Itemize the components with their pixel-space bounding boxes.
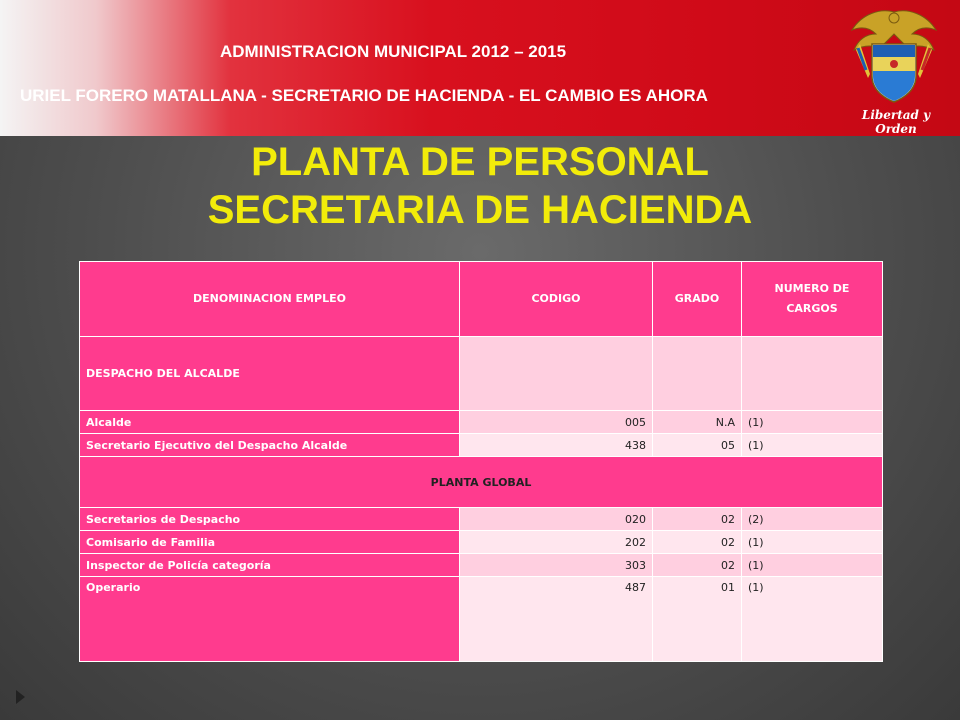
row-grade: 02 <box>653 531 742 554</box>
row-grade: 02 <box>653 554 742 577</box>
table-row <box>80 531 883 554</box>
header-grado: GRADO <box>653 262 742 337</box>
table-row <box>80 411 883 434</box>
row-count: (1) <box>742 411 883 434</box>
seal-motto: Libertad y Orden <box>861 108 931 136</box>
table-header-row <box>80 262 883 337</box>
arrow-bullet-icon <box>16 690 25 704</box>
table-row <box>80 554 883 577</box>
row-grade: 05 <box>653 434 742 457</box>
staff-table <box>79 261 883 662</box>
section-label: PLANTA GLOBAL <box>80 457 883 508</box>
row-code: 020 <box>460 508 653 531</box>
table-row <box>80 508 883 531</box>
row-code: 303 <box>460 554 653 577</box>
secretary-subtitle: URIEL FORERO MATALLANA - SECRETARIO DE HACIENDA - EL CAMBIO ES AHORA <box>20 86 708 105</box>
row-grade: 02 <box>653 508 742 531</box>
row-name: Secretario Ejecutivo del Despacho Alcalde <box>80 434 460 457</box>
page-title-line1: PLANTA DE PERSONAL <box>251 140 709 184</box>
row-count: (1) <box>742 554 883 577</box>
row-grade: 01 <box>653 577 742 662</box>
page-title-line2: SECRETARIA DE HACIENDA <box>207 188 753 232</box>
row-count: (1) <box>742 531 883 554</box>
header-numero-cargos: NUMERO DE CARGOS <box>742 262 883 337</box>
row-count: (1) <box>742 577 883 662</box>
row-count: (2) <box>742 508 883 531</box>
header-denominacion: DENOMINACION EMPLEO <box>80 262 460 337</box>
row-grade: N.A <box>653 411 742 434</box>
section-row-despacho <box>80 337 883 411</box>
administration-title: ADMINISTRACION MUNICIPAL 2012 – 2015 <box>220 42 567 61</box>
row-code: 005 <box>460 411 653 434</box>
row-name: Operario <box>80 577 460 662</box>
header-codigo: CODIGO <box>460 262 653 337</box>
table-row <box>80 577 883 662</box>
table-cell <box>460 337 653 411</box>
row-name: Comisario de Familia <box>80 531 460 554</box>
row-name: Alcalde <box>80 411 460 434</box>
table-cell <box>653 337 742 411</box>
page-title <box>0 138 960 234</box>
row-count: (1) <box>742 434 883 457</box>
row-code: 487 <box>460 577 653 662</box>
table-cell <box>742 337 883 411</box>
row-name: Secretarios de Despacho <box>80 508 460 531</box>
row-code: 202 <box>460 531 653 554</box>
header-banner <box>0 0 960 136</box>
row-name: Inspector de Policía categoría <box>80 554 460 577</box>
section-label: DESPACHO DEL ALCALDE <box>80 337 460 411</box>
row-code: 438 <box>460 434 653 457</box>
section-row-planta-global <box>80 457 883 508</box>
table-row <box>80 434 883 457</box>
